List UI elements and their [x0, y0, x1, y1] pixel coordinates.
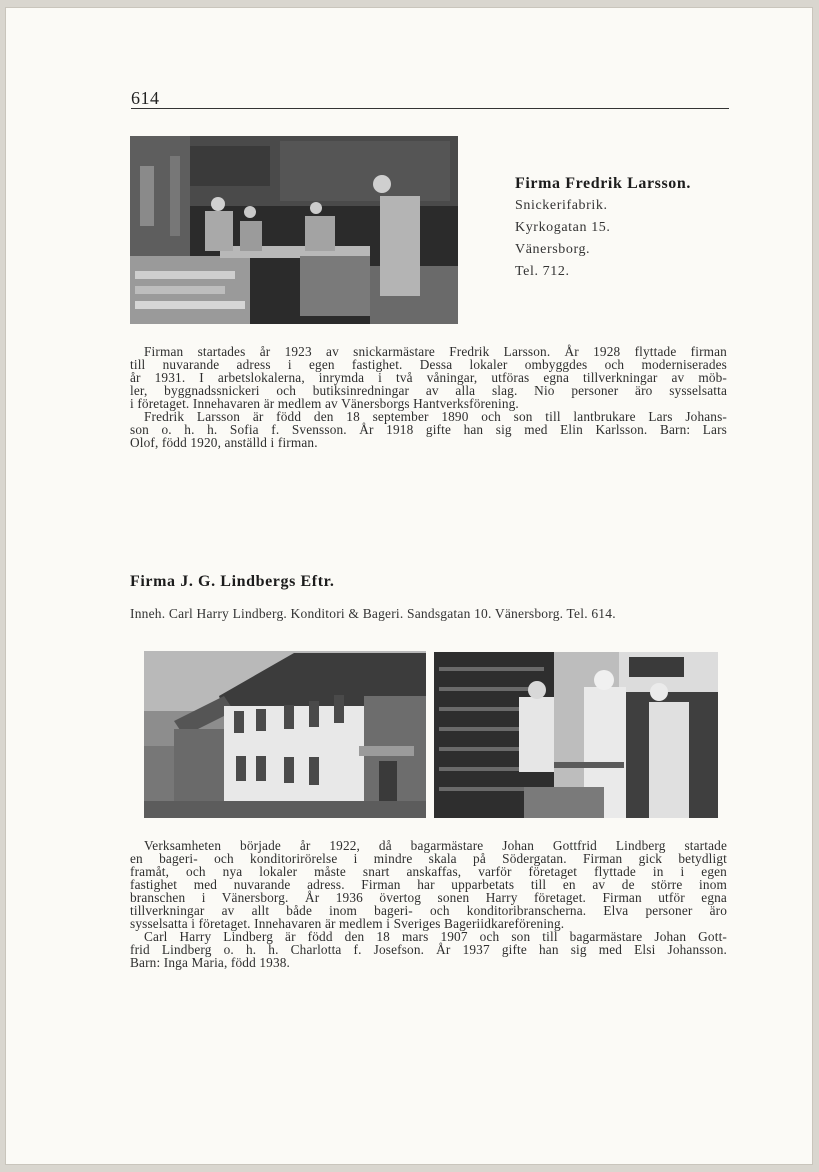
text-line: ler, byggnadssnickeri och butiksinredningar av alla slag. Nio personer äro sysselsatta — [130, 383, 727, 398]
text-line: i företaget. Innehavaren är medlem av Vänersborgs Hantverksförening. — [130, 396, 519, 411]
page-number: 614 — [131, 88, 160, 108]
text-line: frid Lindberg o. h. h. Charlotta f. Josefson. År 1937 gifte han sig med Elsi Johansson. — [130, 942, 727, 957]
firm-description — [130, 839, 727, 969]
firm-street-address: Kyrkogatan 15. — [515, 220, 611, 235]
firm-contact-line: Inneh. Carl Harry Lindberg. Konditori & Bageri. Sandsgatan 10. Vänersborg. Tel. 614. — [130, 606, 616, 621]
text-line: fastighet med nuvarande adress. Firman har upparbetats till en av de större inom — [130, 877, 727, 892]
workshop-photo — [130, 136, 458, 324]
text-line: Barn: Inga Maria, född 1938. — [130, 955, 291, 970]
text-line: Carl Harry Lindberg är född den 18 mars 1907 och son till bagarmästare Johan Gott- — [144, 929, 727, 944]
header-rule — [131, 108, 729, 109]
firm-city: Vänersborg. — [515, 242, 591, 257]
text-line: en bageri- och konditorirörelse i mindre skala på Södergatan. Firman gick betydligt — [130, 851, 727, 866]
firm-title: Firma J. G. Lindbergs Eftr. — [130, 573, 335, 590]
text-line: Fredrik Larsson är född den 18 september 1890 och son till lantbrukare Lars Johans- — [144, 409, 727, 424]
text-line: sysselsatta i företaget. Innehavaren är medlem i Sveriges Bageriidkareförening. — [130, 916, 565, 931]
firm-business-type: Snickerifabrik. — [515, 198, 608, 213]
text-line: till nuvarande adress i egen fastighet. Dessa lokaler ombyggdes och moderniserades — [130, 357, 727, 372]
firm-description — [130, 345, 727, 449]
firm-telephone: Tel. 712. — [515, 264, 570, 279]
text-line: Verksamheten började år 1922, då bagarmästare Johan Gottfrid Lindberg startade — [144, 838, 727, 853]
text-line: Firman startades år 1923 av snickarmästare Fredrik Larsson. År 1928 flyttade firman — [144, 344, 727, 359]
building-photo — [144, 651, 426, 818]
text-line: Olof, född 1920, anställd i firman. — [130, 435, 318, 450]
text-line: son o. h. h. Sofia f. Svensson. År 1918 gifte han sig med Elin Karlsson. Barn: Lars — [130, 422, 727, 437]
firm-title: Firma Fredrik Larsson. — [515, 175, 692, 192]
text-line: branschen i Vänersborg. År 1936 övertog sonen Harry företaget. Firman utför egna — [130, 890, 727, 905]
bakery-interior-photo — [434, 652, 718, 818]
text-line: framåt, och nya lokaler måste snart anskaffas, varför företaget flyttade in i egen — [130, 864, 727, 879]
text-line: tillverkningar av allt både inom bageri- och konditoribranscherna. Elva personer äro — [130, 903, 727, 918]
text-line: år 1931. I arbetslokalerna, inrymda i två våningar, utföras egna tillverkningar av möb- — [130, 370, 727, 385]
